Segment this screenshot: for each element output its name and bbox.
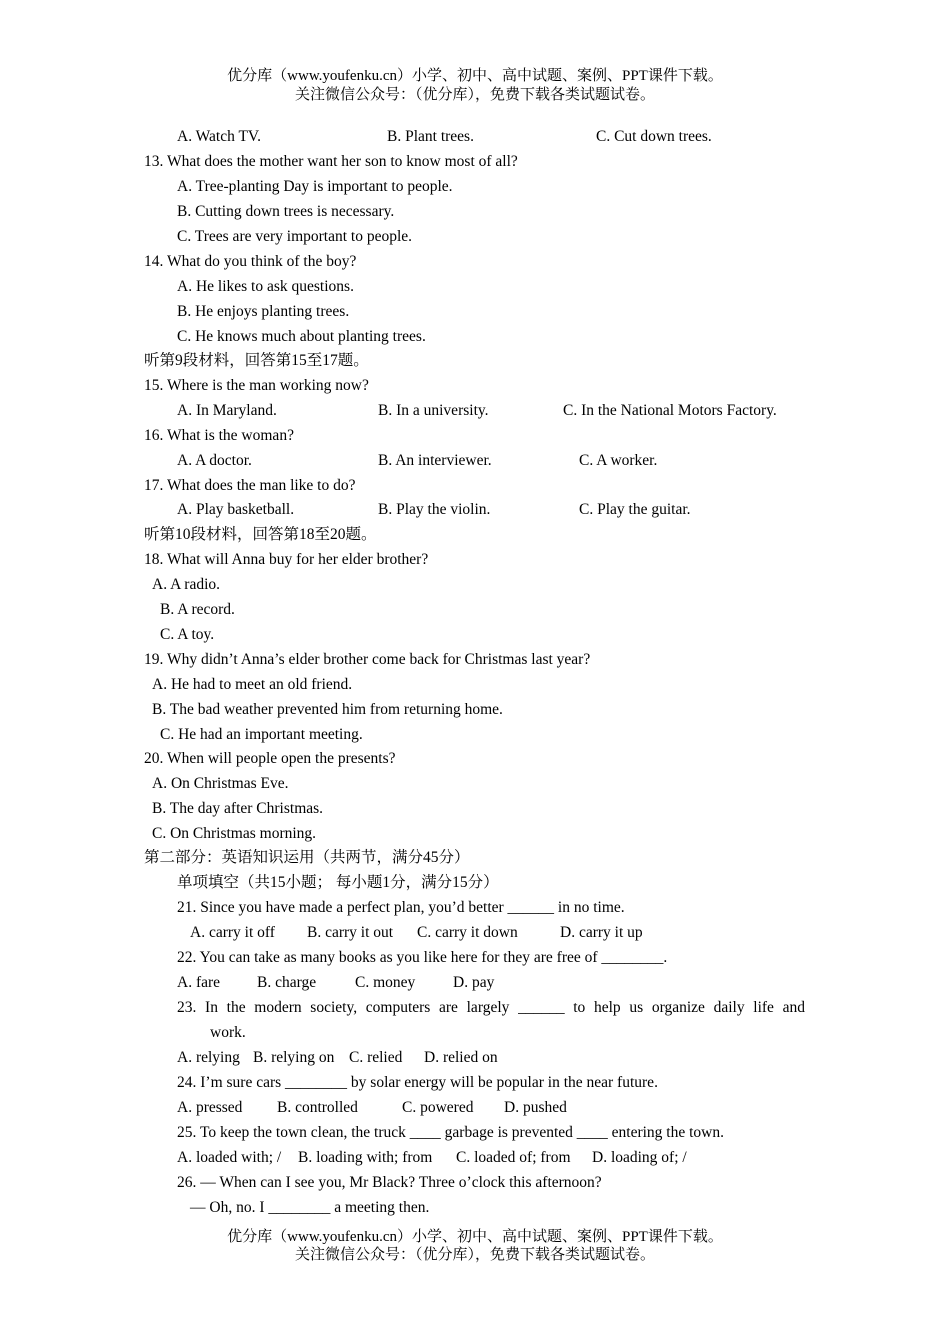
q16-option-b: B. An interviewer. [378,452,492,469]
q16-stem: 16. What is the woman? [144,427,294,444]
q22-option-c: C. money [355,974,416,991]
q15-option-b: B. In a university. [378,402,489,419]
q24-option-d: D. pushed [504,1099,567,1116]
q13-option-b: B. Cutting down trees is necessary. [177,203,395,220]
footer-line-1: 优分库（www.youfenku.cn）小学、初中、高中试题、案例、PPT课件下载。 [227,1229,723,1245]
q20-option-b: B. The day after Christmas. [152,800,324,817]
q14-option-c: C. He knows much about planting trees. [177,328,426,345]
header-line-1: 优分库（www.youfenku.cn）小学、初中、高中试题、案例、PPT课件下载。 [227,68,723,84]
q14-option-a: A. He likes to ask questions. [177,278,354,295]
q24-option-c: C. powered [402,1099,474,1116]
section-10-instruction: 听第10段材料，回答第18至20题。 [144,526,377,543]
q19-stem: 19. Why didn’t Anna’s elder brother come back for Christmas last year? [144,651,591,668]
q20-stem: 20. When will people open the presents? [144,750,396,767]
q15-option-c: C. In the National Motors Factory. [563,402,777,419]
q26-reply: — Oh, no. I ________ a meeting then. [190,1199,430,1216]
q25-option-d: D. loading of; / [592,1149,687,1166]
q23-option-b: B. relying on [253,1049,335,1066]
q25-option-c: C. loaded of; from [456,1149,571,1166]
q23-option-d: D. relied on [424,1049,498,1066]
q21-option-a: A. carry it off [190,924,275,941]
part-2-subtitle: 单项填空（共15小题； 每小题1分，满分15分） [177,874,499,891]
q23-option-c: C. relied [349,1049,403,1066]
q12-option-b: B. Plant trees. [387,128,474,145]
q24-stem: 24. I’m sure cars ________ by solar energy will be popular in the near future. [177,1074,658,1091]
q19-option-a: A. He had to meet an old friend. [152,676,353,693]
q20-option-c: C. On Christmas morning. [152,825,317,842]
q22-option-d: D. pay [453,974,495,991]
q12-option-c: C. Cut down trees. [596,128,712,145]
q22-stem: 22. You can take as many books as you like here for they are free of ________. [177,949,668,966]
q21-option-c: C. carry it down [417,924,518,941]
section-9-instruction: 听第9段材料，回答第15至17题。 [144,352,369,369]
q13-option-c: C. Trees are very important to people. [177,228,413,245]
q14-stem: 14. What do you think of the boy? [144,253,357,270]
q15-option-a: A. In Maryland. [177,402,277,419]
q16-option-a: A. A doctor. [177,452,252,469]
q17-stem: 17. What does the man like to do? [144,477,356,494]
q13-stem: 13. What does the mother want her son to know most of all? [144,153,518,170]
q21-stem: 21. Since you have made a perfect plan, you’d better ______ in no time. [177,899,625,916]
q25-stem: 25. To keep the town clean, the truck ____ garbage is prevented ____ entering the town. [177,1124,724,1141]
q25-option-a: A. loaded with; / [177,1149,282,1166]
header-line-2: 关注微信公众号：（优分库），免费下载各类试题试卷。 [294,87,655,103]
q18-option-b: B. A record. [160,601,235,618]
footer-line-2: 关注微信公众号：（优分库），免费下载各类试题试卷。 [294,1247,655,1263]
q22-option-a: A. fare [177,974,221,991]
q18-option-a: A. A radio. [152,576,221,593]
q24-option-a: A. pressed [177,1099,243,1116]
q23-stem-line-1: 23. In the modern society, computers are largely ______ to help us organize daily life and [177,999,805,1016]
q20-option-a: A. On Christmas Eve. [152,775,289,792]
q16-option-c: C. A worker. [579,452,658,469]
q22-option-b: B. charge [257,974,317,991]
q21-option-b: B. carry it out [307,924,394,941]
q18-stem: 18. What will Anna buy for her elder brother? [144,551,429,568]
q17-option-a: A. Play basketball. [177,501,295,518]
part-2-title: 第二部分：英语知识运用（共两节，满分45分） [144,849,470,866]
q21-option-d: D. carry it up [560,924,643,941]
q23-option-a: A. relying [177,1049,240,1066]
q25-option-b: B. loading with; from [298,1149,433,1166]
q19-option-c: C. He had an important meeting. [160,726,363,743]
q23-stem-line-2: work. [210,1024,246,1041]
q18-option-c: C. A toy. [160,626,215,643]
q14-option-b: B. He enjoys planting trees. [177,303,350,320]
q26-stem: 26. — When can I see you, Mr Black? Three o’clock this afternoon? [177,1174,602,1191]
q12-option-a: A. Watch TV. [177,128,262,145]
q17-option-b: B. Play the violin. [378,501,491,518]
q13-option-a: A. Tree-planting Day is important to people. [177,178,453,195]
q15-stem: 15. Where is the man working now? [144,377,369,394]
q17-option-c: C. Play the guitar. [579,501,691,518]
q19-option-b: B. The bad weather prevented him from returning home. [152,701,503,718]
q24-option-b: B. controlled [277,1099,358,1116]
